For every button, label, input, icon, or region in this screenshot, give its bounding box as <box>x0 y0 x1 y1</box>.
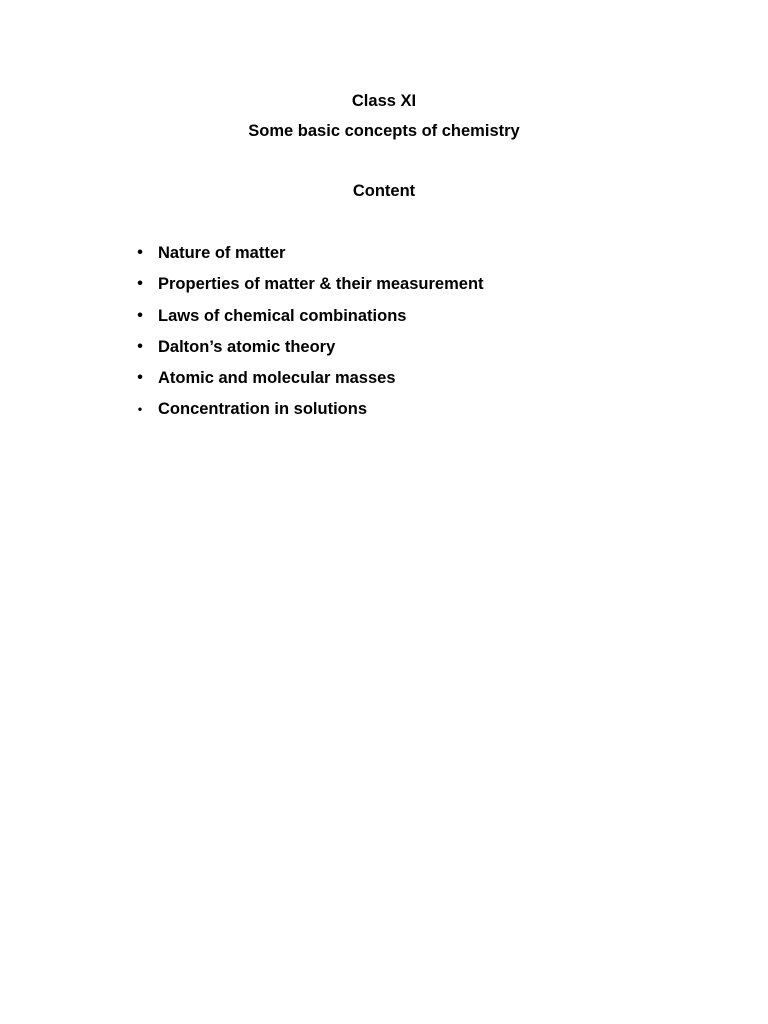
list-item <box>0 306 768 337</box>
topic-text: Properties of matter & their measurement <box>158 275 484 294</box>
bullet-icon: • <box>137 337 143 355</box>
subject-title: Some basic concepts of chemistry <box>248 122 520 140</box>
list-item <box>0 337 768 368</box>
topic-text: Laws of chemical combinations <box>158 306 407 325</box>
bullet-icon: • <box>137 402 143 417</box>
class-title: Class XI <box>351 92 417 110</box>
list-item <box>0 368 768 399</box>
topic-text: Atomic and molecular masses <box>158 369 396 388</box>
topic-text: Concentration in solutions <box>158 400 367 419</box>
bullet-icon: • <box>137 369 143 387</box>
list-item <box>0 399 768 430</box>
bullet-icon: • <box>137 306 143 324</box>
topic-text: Dalton’s atomic theory <box>158 337 336 356</box>
topic-text: Nature of matter <box>158 244 286 262</box>
bullet-icon: • <box>137 244 143 261</box>
bullet-icon: • <box>137 275 143 293</box>
list-item <box>0 243 768 274</box>
list-item <box>0 274 768 305</box>
topic-list <box>0 243 768 431</box>
content-heading: Content <box>352 182 416 200</box>
